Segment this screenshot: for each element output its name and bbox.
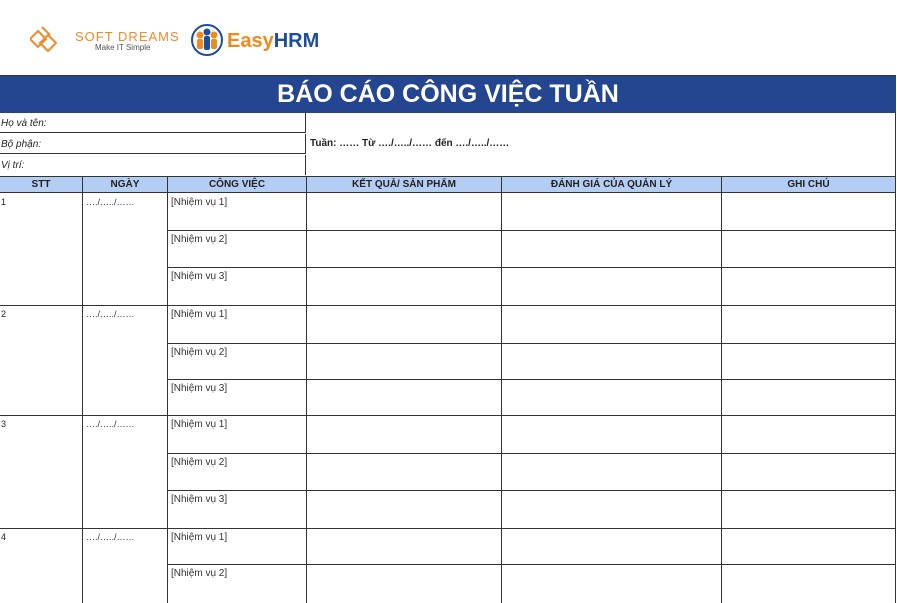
department-field[interactable]: Bộ phận: [0,134,306,154]
group-divider [0,415,896,416]
task-cell[interactable]: [Nhiệm vụ 1] [171,309,228,320]
group-divider [0,528,896,529]
softdreams-name: SOFT DREAMS [75,29,180,44]
grid-line [306,193,307,603]
easyhrm-wordmark [227,30,319,53]
grid-line [721,193,722,603]
grid-line [167,193,168,603]
task-cell[interactable]: [Nhiệm vụ 1] [171,197,228,208]
easyhrm-people-icon [190,23,224,57]
task-cell[interactable]: [Nhiệm vụ 1] [171,532,228,543]
row-divider [167,490,896,491]
task-cell[interactable]: [Nhiệm vụ 2] [171,457,228,468]
easyhrm-hrm: HRM [273,30,320,52]
row-divider [167,379,896,380]
softdreams-tagline: Make IT Simple [95,43,151,52]
info-section [0,113,896,176]
softdreams-mark-icon [30,25,62,57]
col-date: NGÀY [83,177,168,192]
task-cell[interactable]: [Nhiệm vụ 3] [171,383,228,394]
row-date[interactable]: …./…../…… [86,419,135,429]
row-divider [167,267,896,268]
row-divider [167,453,896,454]
row-date[interactable]: …./…../…… [86,197,135,207]
row-stt: 3 [1,419,7,429]
col-notes: GHI CHÚ [722,177,896,192]
week-field[interactable]: Tuần: …… Từ …./…../…… đến …./…../…… [310,138,510,149]
task-cell[interactable]: [Nhiệm vụ 2] [171,234,228,245]
row-divider [167,230,896,231]
task-cell[interactable]: [Nhiệm vụ 2] [171,568,228,579]
task-cell[interactable]: [Nhiệm vụ 2] [171,347,228,358]
row-divider [167,343,896,344]
grid-line [82,193,83,603]
group-divider [0,305,896,306]
table-header [0,176,896,193]
task-cell[interactable]: [Nhiệm vụ 3] [171,494,228,505]
row-divider [167,564,896,565]
row-date[interactable]: …./…../…… [86,532,135,542]
row-stt: 2 [1,309,7,319]
name-field[interactable]: Họ và tên: [0,113,306,133]
report-title: BÁO CÁO CÔNG VIỆC TUẦN [0,76,896,113]
grid-line [895,193,896,603]
row-stt: 1 [1,197,7,207]
col-task: CÔNG VIỆC [168,177,307,192]
row-stt: 4 [1,532,7,542]
row-date[interactable]: …./…../…… [86,309,135,319]
col-stt: STT [0,177,83,192]
easyhrm-easy: Easy [227,30,274,52]
report-sheet [0,75,896,600]
col-manager-review: ĐÁNH GIÁ CỦA QUẢN LÝ [502,177,722,192]
task-cell[interactable]: [Nhiệm vụ 3] [171,271,228,282]
col-result: KẾT QUẢ/ SẢN PHẨM [307,177,502,192]
logo-area [0,0,897,75]
easyhrm-logo [190,23,330,57]
task-cell[interactable]: [Nhiệm vụ 1] [171,419,228,430]
position-field[interactable]: Vị trí: [0,155,306,175]
softdreams-logo [30,25,180,60]
grid-line [501,193,502,603]
